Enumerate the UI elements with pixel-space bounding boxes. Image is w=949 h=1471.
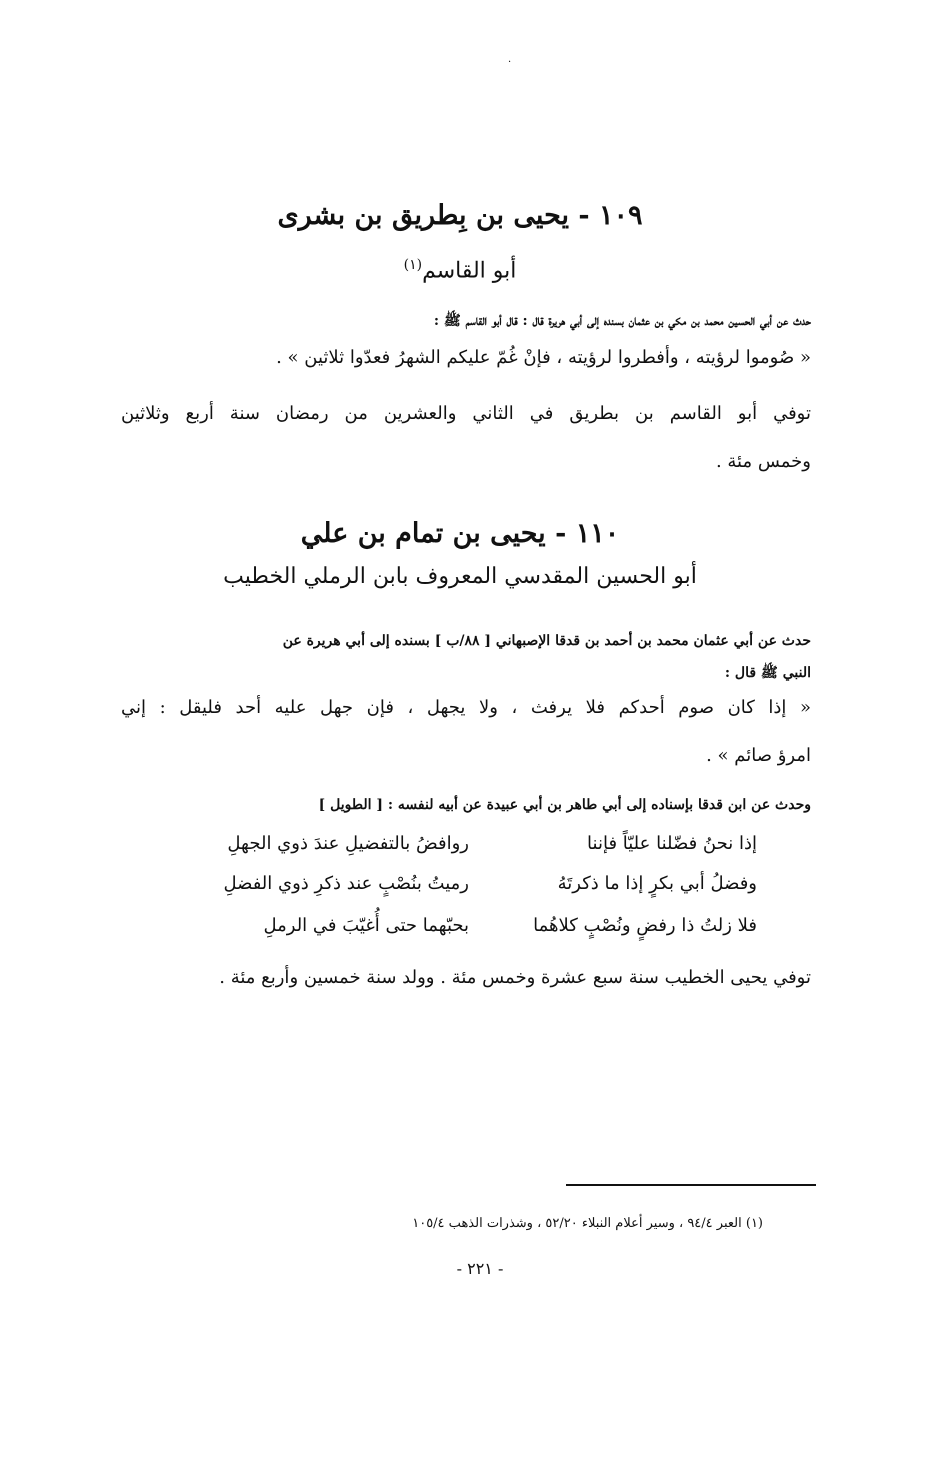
- entry-109-death-line1: توفي أبو القاسم بن بطريق في الثاني والعشرين من رمضان سنة أربع وثلاثين: [121, 403, 811, 424]
- entry-109-kunya: [120, 250, 800, 286]
- entry-110-death: توفي يحيى الخطيب سنة سبع عشرة وخمس مئة . وولد سنة خمسين وأربع مئة .: [219, 967, 811, 988]
- footnote-marker: (١): [403, 257, 423, 273]
- footnote-text: (١) العبر ٩٤/٤ ، وسير أعلام النبلاء ٥٢/٢٠ ، وشذرات الذهب ١٠٥/٤: [412, 1216, 763, 1231]
- entry-109-hadith: « صُوموا لرؤيته ، وأفطروا لرؤيته ، فإنْ غُمّ عليكم الشهرُ فعدّوا ثلاثين » .: [276, 347, 811, 368]
- scan-mark: ·: [508, 57, 512, 68]
- verse-1-second-hemistich: روافضُ بالتفضيلِ عندَ ذوي الجهلِ: [227, 833, 469, 854]
- entry-110-hadith-line2: امرؤ صائم » .: [706, 745, 811, 766]
- verse-3-second-hemistich: بحبّهما حتى أُغيّبَ في الرملِ: [263, 915, 469, 936]
- entry-110-kunya: أبو الحسين المقدسي المعروف بابن الرملي الخطيب: [223, 564, 697, 589]
- entry-110-narration-line2: النبي ﷺ قال :: [724, 665, 811, 681]
- verse-3-first-hemistich: فلا زلتُ ذا رفضٍ ونُصْبٍ كلاهُما: [533, 915, 757, 936]
- footnote-divider: [566, 1184, 816, 1186]
- verse-1-first-hemistich: إذا نحنُ فضّلنا عليّاً فإننا: [587, 833, 757, 854]
- entry-110-narration-line1: حدث عن أبي عثمان محمد بن أحمد بن قدقا الإصبهاني [ ٨٨/ب ] بسنده إلى أبي هريرة عن: [282, 633, 811, 649]
- entry-109-narration: حدث عن أبي الحسين محمد بن مكي بن عثمان بسنده إلى أبي هريرة قال : قال أبو القاسم ﷺ :: [433, 313, 811, 329]
- entry-110-heading: ١١٠ - يحيى بن تمام بن علي: [300, 518, 620, 549]
- entry-110-poem-intro: وحدث عن ابن قدقا بإسناده إلى أبي طاهر بن أبي عبيدة عن أبيه لنفسه : [ الطويل ]: [318, 797, 811, 813]
- page-number: - ٢٢١ -: [456, 1259, 504, 1278]
- entry-109-death-line2: وخمس مئة .: [715, 451, 811, 472]
- entry-110-hadith-line1: « إذا كان صوم أحدكم فلا يرفث ، ولا يجهل ، فإن جهل عليه أحد فليقل : إني: [121, 697, 811, 718]
- entry-109-heading: ١٠٩ - يحيى بن بِطريق بن بشرى: [277, 200, 643, 231]
- verse-2-second-hemistich: رميتُ بنُصْبٍ عند ذكرِ ذوي الفضلِ: [223, 873, 469, 894]
- verse-2-first-hemistich: وفضلُ أبي بكرٍ إذا ما ذكرتَهُ: [557, 873, 757, 894]
- entry-109-kunya-text: أبو القاسم: [422, 258, 517, 284]
